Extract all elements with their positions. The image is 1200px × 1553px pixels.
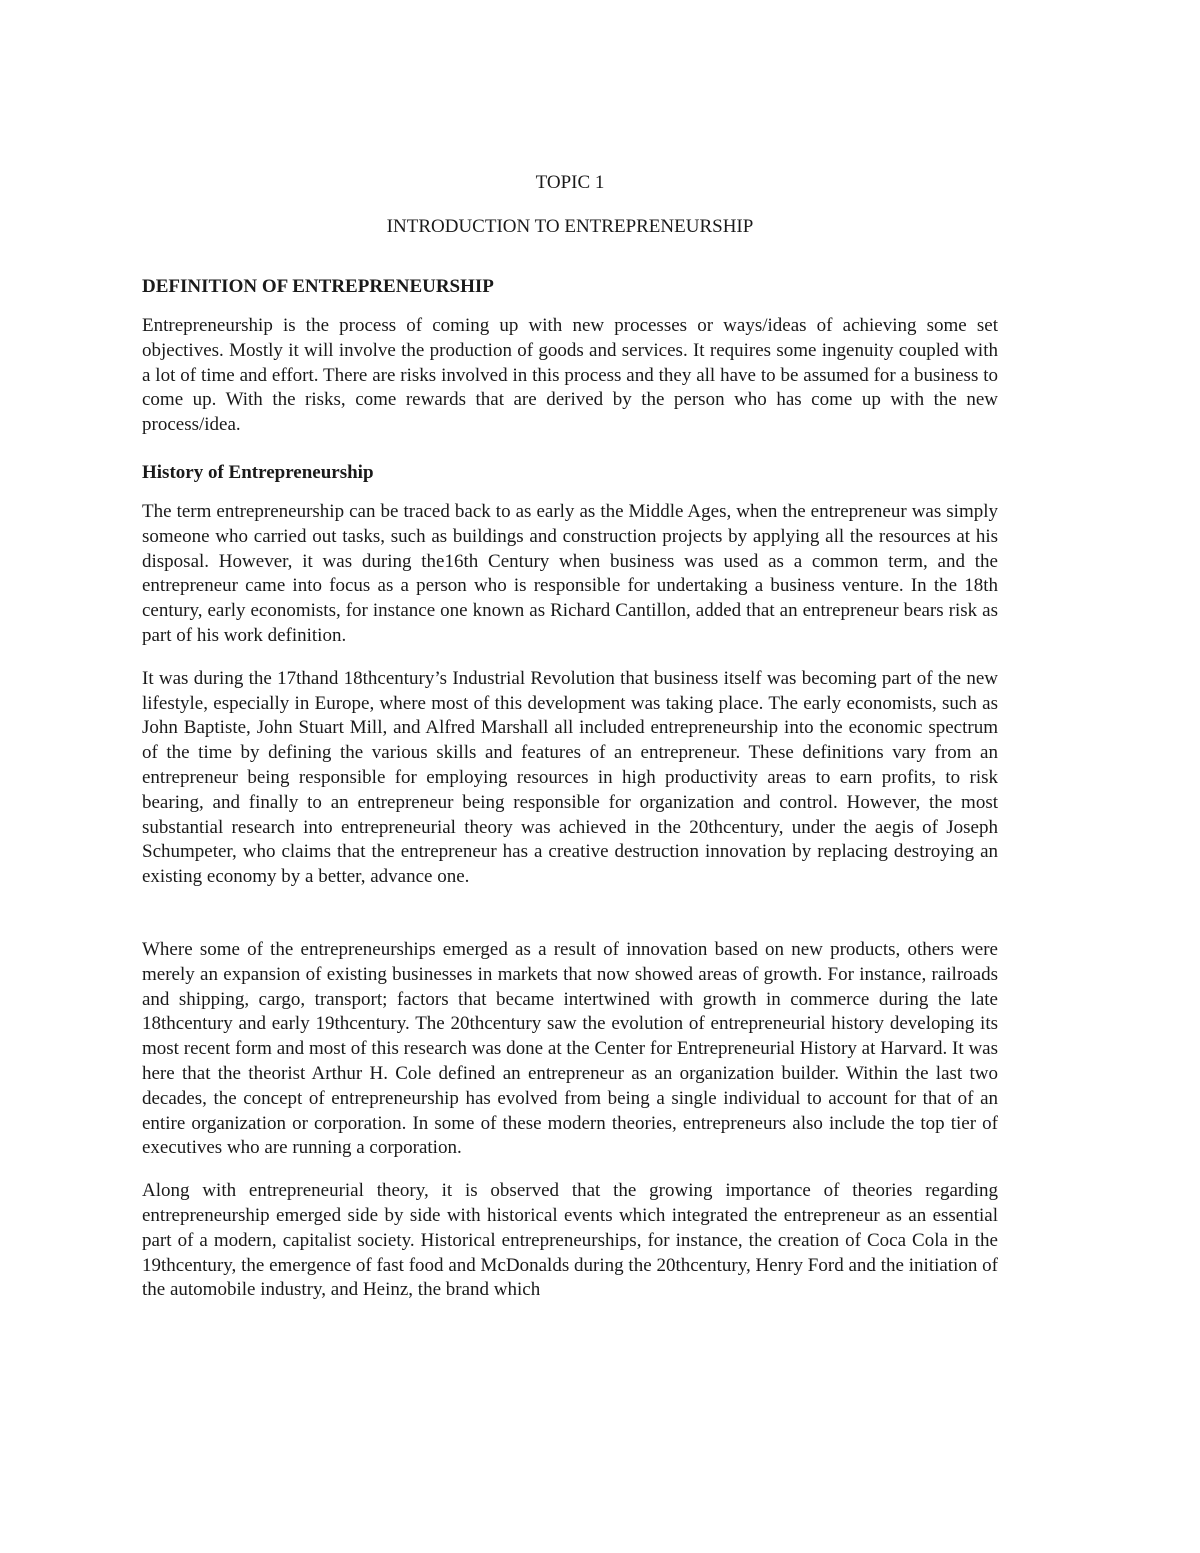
history-paragraph-2: It was during the 17thand 18thcentury’s Industrial Revolution that business itself was becoming part of the new lifestyle, especially in Europe, where most of this development was taking place. The early economists, such as John Baptiste, John Stuart Mill, and Alfred Marshall all included entrepreneurship into the economic spectrum of the time by defining the various skills and features of an entrepreneur. These definitions vary from an entrepreneur being responsible for employing resources in high productivity areas to earn profits, to risk bearing, and finally to an entrepreneur being responsible for organization and control. However, the most substantial research into entrepreneurial theory was achieved in the 20thcentury, under the aegis of Joseph Schumpeter, who claims that the entrepreneur has a creative destruction innovation by replacing destroying an existing economy by a better, advance one.: [142, 667, 998, 888]
definition-paragraph: Entrepreneurship is the process of coming up with new processes or ways/ideas of achieving some set objectives. Mostly it will involve the production of goods and services. It requires some ingenuity coupled with a lot of time and effort. There are risks involved in this process and they all have to be assumed for a business to come up. With the risks, come rewards that are derived by the person who has come up with the new process/idea.: [142, 315, 998, 436]
document-page: [142, 170, 998, 1303]
history-paragraph-1: The term entrepreneurship can be traced back to as early as the Middle Ages, when the entrepreneur was simply someone who carried out tasks, such as buildings and construction projects by applying all the resources at his disposal. However, it was during the16th Century when business was used as a common term, and the entrepreneur came into focus as a person who is responsible for undertaking a business venture. In the 18th century, early economists, for instance one known as Richard Cantillon, added that an entrepreneur bears risk as part of his work definition.: [142, 500, 998, 646]
topic-label: TOPIC 1: [535, 172, 605, 193]
definition-heading: DEFINITION OF ENTREPRENEURSHIP: [142, 276, 494, 297]
history-heading: History of Entrepreneurship: [142, 461, 374, 483]
document-title: INTRODUCTION TO ENTREPRENEURSHIP: [386, 216, 754, 237]
history-paragraph-4: Along with entrepreneurial theory, it is observed that the growing importance of theories regarding entrepreneurship emerged side by side with historical events which integrated the entrepreneur as an essential part of a modern, capitalist society. Historical entrepreneurships, for instance, the creation of Coca Cola in the 19thcentury, the emergence of fast food and McDonalds during the 20thcentury, Henry Ford and the initiation of the automobile industry, and Heinz, the brand which: [142, 1180, 998, 1301]
history-paragraph-3: Where some of the entrepreneurships emerged as a result of innovation based on new products, others were merely an expansion of existing businesses in markets that now showed areas of growth. For instance, railroads and shipping, cargo, transport; factors that became intertwined with growth in commerce during the late 18thcentury and early 19thcentury. The 20thcentury saw the evolution of entrepreneurial history developing its most recent form and most of this research was done at the Center for Entrepreneurial History at Harvard. It was here that the theorist Arthur H. Cole defined an entrepreneur as an organization builder. Within the last two decades, the concept of entrepreneurship has evolved from being a single individual to account for that of an entire organization or corporation. In some of these modern theories, entrepreneurs also include the top tier of executives who are running a corporation.: [142, 938, 998, 1159]
